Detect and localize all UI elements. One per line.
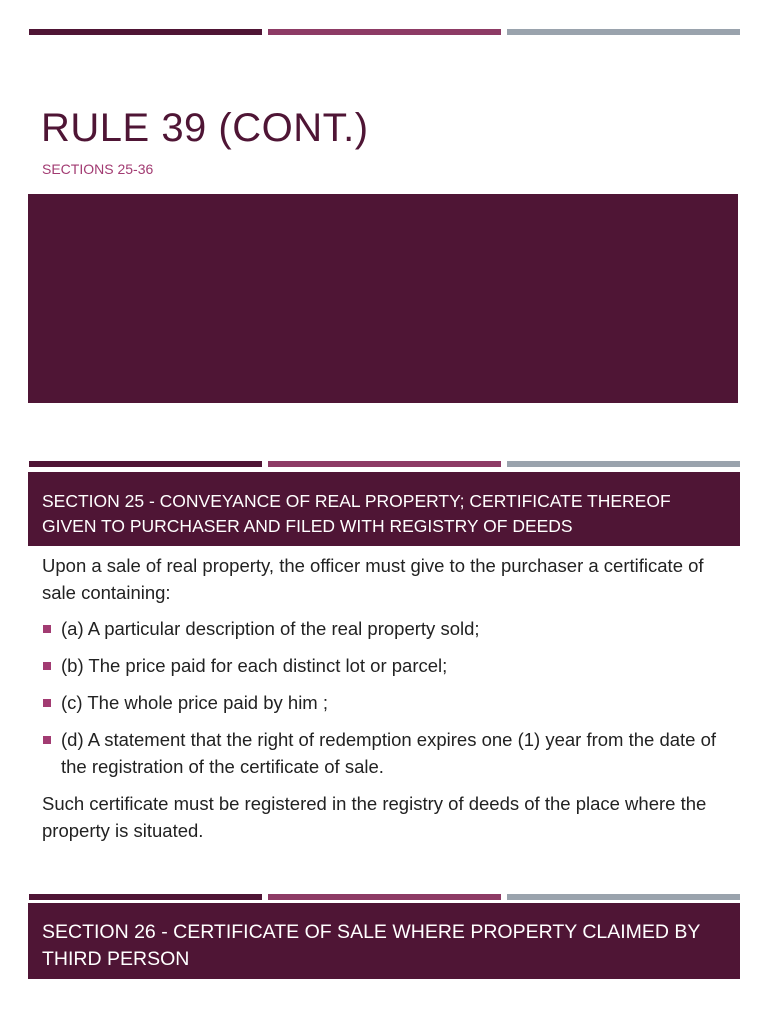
bottom-divider-bar (29, 894, 740, 900)
section-25-closing: Such certificate must be registered in the registry of deeds of the place where the property is situated. (42, 793, 707, 841)
divider-segment-grey (507, 29, 740, 35)
slide-subtitle: SECTIONS 25-36 (42, 161, 154, 177)
square-bullet-icon (43, 736, 51, 744)
divider-segment-mid (268, 461, 501, 467)
slide-title: RULE 39 (CONT.) (41, 106, 369, 150)
section-25-heading: SECTION 25 - CONVEYANCE OF REAL PROPERTY; CERTIFICATE THEREOF GIVEN TO PURCHASER AND FILED WITH REGISTRY OF DEEDS (28, 472, 740, 546)
list-item (42, 652, 734, 679)
title-color-block (28, 194, 738, 403)
divider-segment-dark (29, 461, 262, 467)
list-item-text: (c) The whole price paid by him ; (61, 692, 328, 713)
divider-segment-dark (29, 29, 262, 35)
section-25-bullet-list (42, 615, 734, 790)
square-bullet-icon (43, 699, 51, 707)
list-item-text: (a) A particular description of the real property sold; (61, 618, 480, 639)
list-item-text: (d) A statement that the right of redemption expires one (1) year from the date of the registration of the certificate of sale. (61, 729, 717, 777)
top-divider-bar (29, 29, 740, 35)
divider-segment-mid (268, 894, 501, 900)
list-item-text: (b) The price paid for each distinct lot or parcel; (61, 655, 448, 676)
square-bullet-icon (43, 625, 51, 633)
section-26-heading: SECTION 26 - CERTIFICATE OF SALE WHERE PROPERTY CLAIMED BY THIRD PERSON (28, 903, 740, 979)
square-bullet-icon (43, 662, 51, 670)
divider-segment-mid (268, 29, 501, 35)
list-item (42, 689, 734, 716)
list-item (42, 615, 734, 642)
list-item (42, 726, 734, 780)
divider-segment-dark (29, 894, 262, 900)
divider-segment-grey (507, 461, 740, 467)
divider-segment-grey (507, 894, 740, 900)
middle-divider-bar (29, 461, 740, 467)
section-25-intro: Upon a sale of real property, the officer must give to the purchaser a certificate of sale containing: (42, 555, 704, 603)
